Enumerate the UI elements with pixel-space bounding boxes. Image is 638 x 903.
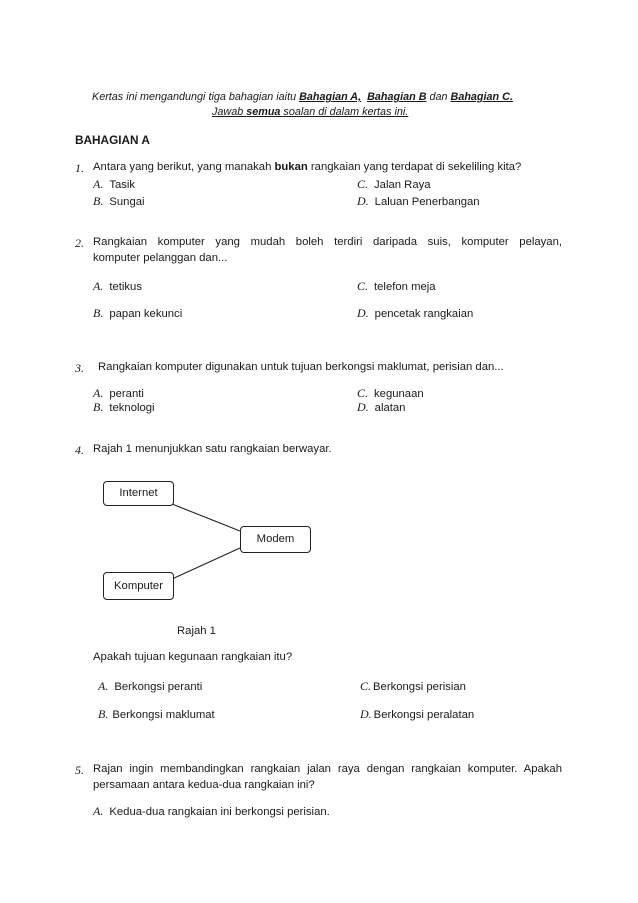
connector-komputer-modem	[172, 548, 240, 579]
q5-line-2: persamaan antara kedua-dua rangkaian ini?	[93, 779, 315, 791]
q2-option-a-text: tetikus	[109, 281, 142, 293]
q2-option-d-letter: D.	[357, 306, 369, 320]
instructions-line2-prefix: Jawab	[212, 106, 247, 118]
q3-number: 3.	[75, 361, 84, 375]
q5-option-a-text: Kedua-dua rangkaian ini berkongsi perisian.	[109, 806, 330, 818]
q2-option-b-letter: B.	[93, 306, 104, 320]
q5-option-a[interactable]	[93, 804, 330, 819]
q3-option-c-letter: C.	[357, 386, 369, 400]
q3-option-d-text: alatan	[374, 402, 406, 414]
q1-option-a-letter: A.	[93, 177, 104, 191]
q3-text: Rangkaian komputer digunakan untuk tujuan berkongsi maklumat, perisian dan...	[98, 361, 504, 373]
q4-option-b[interactable]	[98, 707, 215, 722]
q1-option-d-letter: D.	[357, 194, 369, 208]
node-modem: Modem	[240, 526, 311, 553]
q3-option-a-letter: A.	[93, 386, 104, 400]
q3-option-a-text: peranti	[109, 388, 144, 400]
q4-option-b-text: Berkongsi maklumat	[112, 709, 215, 721]
q2-option-c-text: telefon meja	[374, 281, 436, 293]
q4-number: 4.	[75, 443, 84, 457]
q5-number: 5.	[75, 763, 84, 777]
part-a-label: Bahagian A,	[299, 91, 362, 103]
q4-option-a[interactable]	[98, 679, 202, 694]
q3-option-b-letter: B.	[93, 400, 104, 414]
q2-option-c-letter: C.	[357, 279, 369, 293]
q1-option-d-text: Laluan Penerbangan	[374, 196, 480, 208]
q4-option-a-text: Berkongsi peranti	[114, 681, 203, 693]
q3-option-b-text: teknologi	[109, 402, 155, 414]
q5-option-a-letter: A.	[93, 804, 104, 818]
q2-line-1: Rangkaian komputer yang mudah boleh terdiri daripada suis, komputer pelayan,	[93, 236, 562, 248]
q2-option-d-text: pencetak rangkaian	[374, 308, 474, 320]
q3-option-d-letter: D.	[357, 400, 369, 414]
q1-option-b-letter: B.	[93, 194, 104, 208]
q2-option-b-text: papan kekunci	[109, 308, 183, 320]
q4-option-a-letter: A.	[98, 679, 109, 693]
q2-option-a-letter: A.	[93, 279, 104, 293]
q4-text: Rajah 1 menunjukkan satu rangkaian berwayar.	[93, 443, 332, 455]
instructions-dan: dan	[426, 91, 451, 103]
q1-option-c-text: Jalan Raya	[374, 179, 431, 191]
q4-option-d-text: Berkongsi peralatan	[373, 709, 475, 721]
q4-option-d-letter: D.	[360, 707, 372, 721]
q4-question: Apakah tujuan kegunaan rangkaian itu?	[93, 651, 293, 663]
q1-text-bold: bukan	[274, 161, 308, 173]
node-komputer: Komputer	[103, 572, 174, 600]
q4-option-b-letter: B.	[98, 707, 109, 721]
node-internet: Internet	[103, 481, 174, 506]
q4-option-d[interactable]	[360, 707, 474, 722]
diagram-caption: Rajah 1	[177, 625, 216, 637]
q4-option-c-text: Berkongsi perisian	[373, 681, 466, 693]
q1-option-b-text: Sungai	[109, 196, 145, 208]
q1-number: 1.	[75, 161, 84, 175]
q1-text-before: Antara yang berikut, yang manakah	[93, 161, 275, 173]
q3-option-c-text: kegunaan	[374, 388, 424, 400]
connector-internet-modem	[172, 504, 240, 531]
q5-line-1: Rajan ingin membandingkan rangkaian jalan raya dengan rangkaian komputer. Apakah	[93, 763, 562, 775]
q2-line-2: komputer pelanggan dan...	[93, 252, 228, 264]
q1-text-after: rangkaian yang terdapat di sekeliling kita?	[307, 161, 522, 173]
q4-option-c-letter: C.	[360, 679, 372, 693]
q1-option-a-text: Tasik	[109, 179, 136, 191]
q2-number: 2.	[75, 236, 84, 250]
q4-option-c[interactable]	[360, 679, 466, 694]
part-c-label: Bahagian C.	[450, 91, 513, 103]
part-b-label: Bahagian B	[367, 91, 427, 103]
instructions-prefix: Kertas ini mengandungi tiga bahagian iaitu	[92, 91, 300, 103]
instructions-line2-suffix: soalan di dalam kertas ini.	[280, 106, 409, 118]
section-title: BAHAGIAN A	[75, 133, 150, 147]
q1-option-c-letter: C.	[357, 177, 369, 191]
instructions-line2-bold: semua	[246, 106, 281, 118]
